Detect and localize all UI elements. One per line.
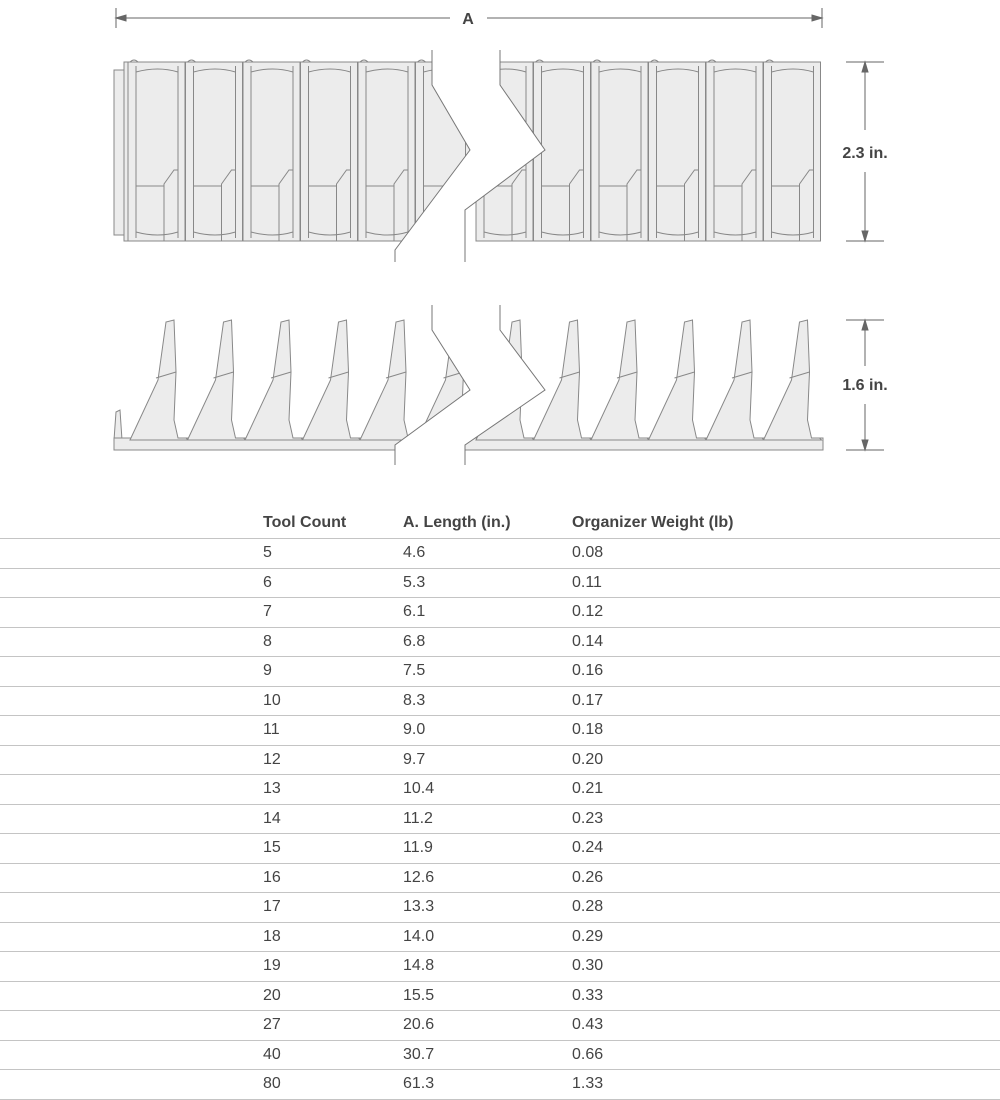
length-cell: 14.8 [403,957,435,974]
organizer-top-view [114,50,821,262]
spec-table [0,506,1000,1100]
tool-count-cell: 11 [263,721,280,738]
length-cell: 6.8 [403,632,426,650]
table-row [0,1069,1000,1099]
table-row [0,656,1000,686]
table-bottom-rule [0,1099,1000,1100]
tool-count-cell: 40 [263,1045,281,1063]
weight-cell: 0.18 [572,721,604,738]
table-row [0,538,1000,568]
table-row [0,745,1000,775]
weight-cell: 0.26 [572,868,604,886]
tool-count-cell: 80 [263,1075,281,1092]
length-cell: 14.0 [403,927,435,945]
tool-count-cell: 16 [263,868,281,886]
table-row [0,627,1000,657]
table-header [0,506,1000,538]
weight-cell: 0.43 [572,1016,604,1033]
table-row [0,568,1000,598]
length-cell: 11.9 [403,839,433,856]
length-cell: 7.5 [403,662,426,679]
length-cell: 5.3 [403,573,426,591]
length-cell: 9.0 [403,721,426,738]
table-row [0,1040,1000,1070]
table-row [0,981,1000,1011]
length-cell: 4.6 [403,544,426,561]
weight-cell: 0.08 [572,544,604,561]
tool-count-cell: 19 [263,957,281,974]
length-cell: 8.3 [403,691,426,709]
length-cell: 12.6 [403,868,435,886]
weight-cell: 0.29 [572,927,604,945]
length-cell: 10.4 [403,780,435,797]
header-length: A. Length (in.) [403,514,511,531]
weight-cell: 0.12 [572,603,604,620]
tool-count-cell: 7 [263,603,272,620]
header-weight: Organizer Weight (lb) [572,514,734,531]
length-cell: 20.6 [403,1016,435,1033]
weight-cell: 0.20 [572,750,604,768]
weight-cell: 0.33 [572,986,604,1004]
weight-cell: 0.30 [572,957,604,974]
weight-cell: 0.17 [572,691,604,709]
table-row [0,922,1000,952]
weight-cell: 0.16 [572,662,604,679]
length-cell: 6.1 [403,603,426,620]
weight-cell: 0.21 [572,780,604,797]
tool-count-cell: 5 [263,544,272,561]
weight-cell: 0.14 [572,632,604,650]
table-row [0,951,1000,981]
table-row [0,774,1000,804]
tool-count-cell: 13 [263,780,281,797]
length-cell: 15.5 [403,986,435,1004]
table-row [0,715,1000,745]
tool-count-cell: 15 [263,839,281,856]
table-row [0,597,1000,627]
header-tool-count: Tool Count [263,514,347,531]
table-row [0,892,1000,922]
tool-count-cell: 27 [263,1016,281,1033]
tool-count-cell: 14 [263,809,281,827]
tool-count-cell: 10 [263,691,281,709]
length-cell: 30.7 [403,1045,435,1063]
weight-cell: 0.28 [572,898,604,915]
table-row [0,863,1000,893]
table-row [0,1010,1000,1040]
tool-count-cell: 20 [263,986,281,1004]
weight-cell: 0.11 [572,573,602,591]
table-row [0,804,1000,834]
tool-count-cell: 12 [263,750,281,768]
length-label: A [462,11,474,28]
organizer-side-view [114,305,823,465]
table-body [0,538,1000,1100]
table-row [0,833,1000,863]
weight-cell: 1.33 [572,1075,604,1092]
organizer-dimension-diagram [0,0,1000,480]
tool-count-cell: 6 [263,573,272,591]
weight-cell: 0.23 [572,809,604,827]
table-row [0,686,1000,716]
tool-count-cell: 17 [263,898,281,915]
height-label: 2.3 in. [842,145,888,162]
tool-count-cell: 18 [263,927,281,945]
length-cell: 9.7 [403,750,426,768]
length-cell: 61.3 [403,1075,435,1092]
tool-count-cell: 8 [263,632,272,650]
length-cell: 13.3 [403,898,435,915]
depth-label: 1.6 in. [842,377,888,394]
tool-count-cell: 9 [263,662,272,679]
length-cell: 11.2 [403,809,433,827]
weight-cell: 0.24 [572,839,604,856]
weight-cell: 0.66 [572,1045,604,1063]
